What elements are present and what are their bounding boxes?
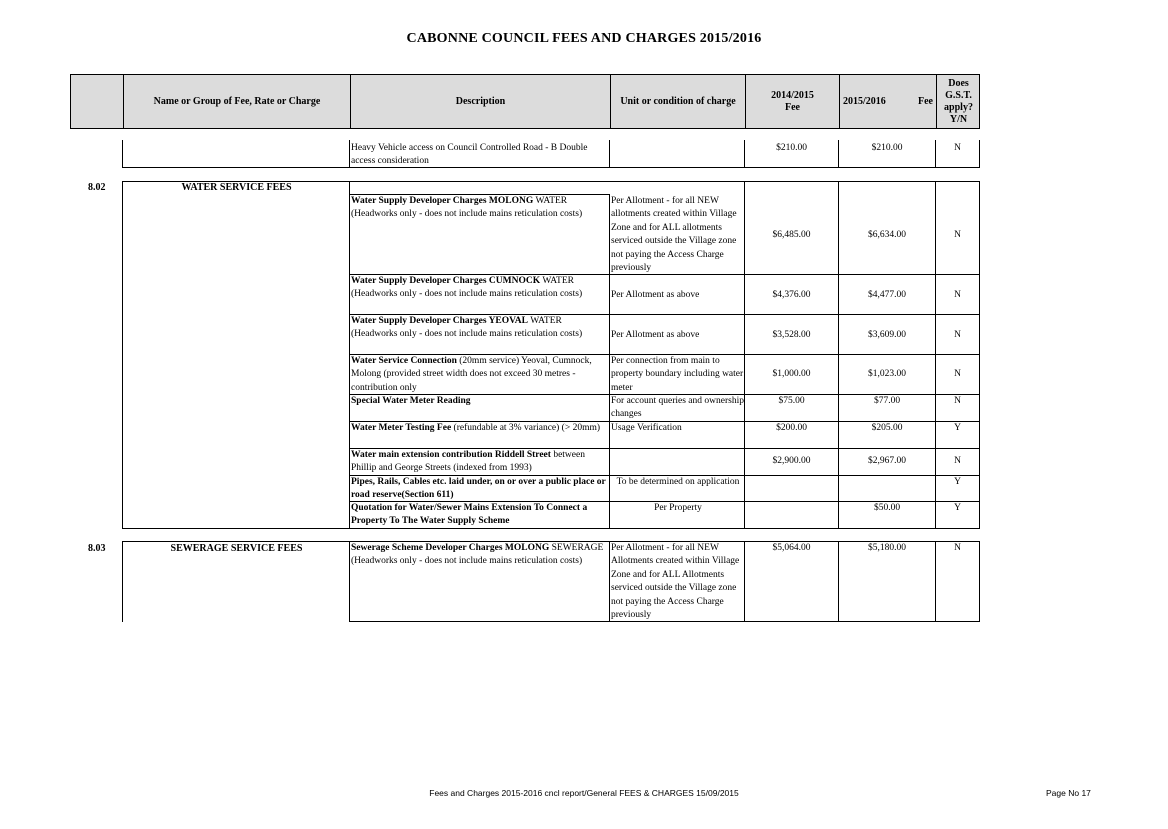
section-number-sewer: 8.03 xyxy=(88,543,106,554)
carryover-gst: N xyxy=(954,143,961,153)
water-row-3-fee-2015: $3,609.00 xyxy=(868,330,906,340)
water-row-2-fee-2015: $4,477.00 xyxy=(868,290,906,300)
header-fee-2015-label: Fee xyxy=(918,95,933,107)
water-row-9-gst: Y xyxy=(954,503,961,513)
section-name-water: WATER SERVICE FEES xyxy=(181,182,292,193)
footer-page-number: Page No 17 xyxy=(1046,788,1091,798)
water-row-5-description: Special Water Meter Reading xyxy=(351,396,471,406)
water-row-7-gst: N xyxy=(954,456,961,466)
water-row-9-unit: Per Property xyxy=(654,503,702,513)
sewer-row-gst: N xyxy=(954,543,961,553)
header-unit: Unit or condition of charge xyxy=(611,75,746,128)
header-fee-2015 xyxy=(840,75,937,128)
header-fee-2015-year: 2015/2016 xyxy=(843,95,886,107)
water-row-7-fee-2015: $2,967.00 xyxy=(868,456,906,466)
water-row-4-fee-2015: $1,023.00 xyxy=(868,369,906,379)
water-row-8-gst: Y xyxy=(954,477,961,487)
water-row-1-fee-2015: $6,634.00 xyxy=(868,230,906,240)
section-name-sewer: SEWERAGE SERVICE FEES xyxy=(170,543,303,554)
water-row-7-fee-2014: $2,900.00 xyxy=(772,456,811,466)
water-row-9-fee-2015: $50.00 xyxy=(873,503,901,513)
water-row-1-gst: N xyxy=(954,230,961,240)
section-number-water: 8.02 xyxy=(88,182,106,193)
water-row-9-description: Quotation for Water/Sewer Mains Extension To Connect a Property To The Water Supply Scheme xyxy=(351,503,588,527)
carryover-fee-2014: $210.00 xyxy=(776,143,807,153)
water-row-2-description: Water Supply Developer Charges CUMNOCK WATER (Headworks only - does not include mains reticulation costs) xyxy=(351,276,583,300)
water-row-6-unit: Usage Verification xyxy=(611,423,682,433)
header-name: Name or Group of Fee, Rate or Charge xyxy=(124,75,351,128)
header-number xyxy=(71,75,124,128)
water-row-7-description: Water main extension contribution Riddell Street between Phillip and George Streets (indexed from 1993) xyxy=(351,450,585,474)
carryover-description: Heavy Vehicle access on Council Controlled Road - B Double access consideration xyxy=(351,143,588,167)
sewer-row-fee-2015: $5,180.00 xyxy=(868,543,906,553)
header-fee-2014: 2014/2015 Fee xyxy=(746,75,840,128)
water-row-4-description: Water Service Connection (20mm service) Yeoval, Cumnock, Molong (provided street width does not exceed 30 metres - contribution only xyxy=(351,356,592,393)
carryover-fee-2015: $210.00 xyxy=(871,143,903,153)
water-row-5-unit: For account queries and ownership changes xyxy=(611,396,744,420)
sewer-row-fee-2014: $5,064.00 xyxy=(772,543,811,553)
water-row-6-gst: Y xyxy=(954,423,961,433)
water-row-6-description: Water Meter Testing Fee (refundable at 3% variance) (> 20mm) xyxy=(351,423,601,433)
water-row-3-unit: Per Allotment as above xyxy=(611,330,700,340)
water-row-1-unit: Per Allotment - for all NEW allotments created within Village Zone and for ALL allotments serviced outside the Village zone not paying the Access Charge previously xyxy=(611,196,737,274)
water-row-2-gst: N xyxy=(954,290,961,300)
water-row-1-description: Water Supply Developer Charges MOLONG WATER (Headworks only - does not include mains reticulation costs) xyxy=(351,196,583,220)
water-row-4-gst: N xyxy=(954,369,961,379)
water-row-5-fee-2015: $77.00 xyxy=(873,396,901,406)
water-row-8-unit: To be determined on application xyxy=(616,477,740,487)
water-row-4-fee-2014: $1,000.00 xyxy=(772,369,811,379)
water-row-5-fee-2014: $75.00 xyxy=(778,396,805,406)
water-row-3-fee-2014: $3,528.00 xyxy=(772,330,811,340)
sewer-row-description: Sewerage Scheme Developer Charges MOLONG SEWERAGE (Headworks only - does not include mains reticulation costs) xyxy=(351,543,604,567)
water-row-6-fee-2014: $200.00 xyxy=(776,423,807,433)
water-row-8-description: Pipes, Rails, Cables etc. laid under, on or over a public place or road reserve(Section 611) xyxy=(351,477,606,501)
water-row-2-unit: Per Allotment as above xyxy=(611,290,700,300)
water-row-3-description: Water Supply Developer Charges YEOVAL WATER (Headworks only - does not include mains reticulation costs) xyxy=(351,316,583,340)
water-row-6-fee-2015: $205.00 xyxy=(871,423,903,433)
footer-document-path: Fees and Charges 2015-2016 cncl report/General FEES & CHARGES 15/09/2015 xyxy=(429,788,739,798)
header-gst: Does G.S.T. apply? Y/N xyxy=(944,77,973,125)
table-header xyxy=(70,74,980,129)
water-row-1-fee-2014: $6,485.00 xyxy=(772,230,811,240)
page-title: CABONNE COUNCIL FEES AND CHARGES 2015/2016 xyxy=(406,31,762,46)
water-row-5-gst: N xyxy=(954,396,961,406)
header-description: Description xyxy=(351,75,611,128)
water-row-4-unit: Per connection from main to property boundary including water meter xyxy=(611,356,744,393)
water-row-3-gst: N xyxy=(954,330,961,340)
sewer-row-unit: Per Allotment - for all NEW Allotments created within Village Zone and for ALL Allotments serviced outside the Village zone not paying the Access Charge previously xyxy=(611,543,740,621)
water-row-2-fee-2014: $4,376.00 xyxy=(772,290,811,300)
